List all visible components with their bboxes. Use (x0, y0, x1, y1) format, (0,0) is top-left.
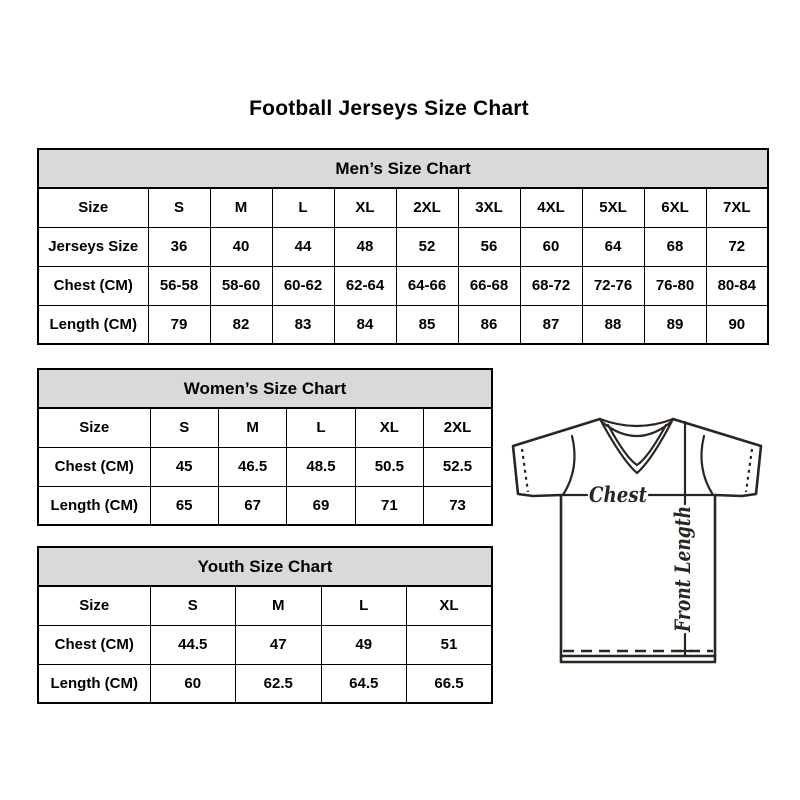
cell-value: 64-66 (396, 266, 458, 305)
table-row (38, 486, 492, 525)
cell-value: 6XL (644, 188, 706, 227)
cell-value: 56 (458, 227, 520, 266)
cell-value: 49 (321, 625, 407, 664)
cell-value: 69 (287, 486, 355, 525)
cell-value: 67 (218, 486, 286, 525)
cell-value: 86 (458, 305, 520, 344)
cell-value: 3XL (458, 188, 520, 227)
mens-table-title: Men’s Size Chart (38, 149, 768, 188)
table-header-row (38, 149, 768, 188)
row-label: Size (38, 408, 150, 447)
page-title: Football Jerseys Size Chart (249, 97, 529, 120)
row-label: Chest (CM) (38, 447, 150, 486)
row-label: Jerseys Size (38, 227, 148, 266)
cell-value: 7XL (706, 188, 768, 227)
cell-value: XL (407, 586, 493, 625)
womens-table-title: Women’s Size Chart (38, 369, 492, 408)
cell-value: 83 (272, 305, 334, 344)
cell-value: 58-60 (210, 266, 272, 305)
collar-top-arc (600, 419, 673, 426)
cell-value: 85 (396, 305, 458, 344)
cell-value: 72-76 (582, 266, 644, 305)
cell-value: 60 (150, 664, 236, 703)
cell-value: 51 (407, 625, 493, 664)
table-row (38, 266, 768, 305)
jersey-measurement-diagram (503, 408, 771, 670)
cell-value: 72 (706, 227, 768, 266)
table-row (38, 188, 768, 227)
cell-value: L (321, 586, 407, 625)
table-header-row (38, 547, 492, 586)
cell-value: XL (355, 408, 423, 447)
cell-value: M (210, 188, 272, 227)
cell-value: XL (334, 188, 396, 227)
row-label: Size (38, 188, 148, 227)
cell-value: 66.5 (407, 664, 493, 703)
cell-value: S (150, 586, 236, 625)
cell-value: L (272, 188, 334, 227)
cell-value: 46.5 (218, 447, 286, 486)
cell-value: 90 (706, 305, 768, 344)
cuff-stitch-left-line (522, 449, 528, 492)
cell-value: 62.5 (236, 664, 322, 703)
cell-value: 62-64 (334, 266, 396, 305)
womens-size-table (37, 368, 493, 526)
chest-label: Chest (589, 482, 648, 507)
jersey-outline (513, 419, 761, 662)
table-row (38, 664, 492, 703)
cell-value: 45 (150, 447, 218, 486)
table-row (38, 408, 492, 447)
cell-value: 36 (148, 227, 210, 266)
table-row (38, 586, 492, 625)
table-header-row (38, 369, 492, 408)
cell-value: 50.5 (355, 447, 423, 486)
cell-value: 82 (210, 305, 272, 344)
cell-value: 48 (334, 227, 396, 266)
row-label: Chest (CM) (38, 266, 148, 305)
cell-value: 68 (644, 227, 706, 266)
table-row (38, 625, 492, 664)
cell-value: 60-62 (272, 266, 334, 305)
cell-value: 80-84 (706, 266, 768, 305)
cell-value: 44.5 (150, 625, 236, 664)
cell-value: 88 (582, 305, 644, 344)
cell-value: 64.5 (321, 664, 407, 703)
armhole-seam-left (563, 436, 575, 495)
row-label: Length (CM) (38, 486, 150, 525)
cell-value: 44 (272, 227, 334, 266)
cell-value: 40 (210, 227, 272, 266)
cell-value: 56-58 (148, 266, 210, 305)
cell-value: M (236, 586, 322, 625)
cell-value: 79 (148, 305, 210, 344)
cell-value: S (148, 188, 210, 227)
cell-value: 47 (236, 625, 322, 664)
cell-value: S (150, 408, 218, 447)
cell-value: 76-80 (644, 266, 706, 305)
cell-value: 5XL (582, 188, 644, 227)
cell-value: 64 (582, 227, 644, 266)
youth-table-title: Youth Size Chart (38, 547, 492, 586)
cell-value: 84 (334, 305, 396, 344)
cell-value: 66-68 (458, 266, 520, 305)
cell-value: 2XL (396, 188, 458, 227)
row-label: Chest (CM) (38, 625, 150, 664)
cell-value: 52.5 (424, 447, 492, 486)
row-label: Size (38, 586, 150, 625)
cell-value: 48.5 (287, 447, 355, 486)
cell-value: 52 (396, 227, 458, 266)
cell-value: 68-72 (520, 266, 582, 305)
armhole-seam-right (701, 436, 713, 495)
cell-value: 89 (644, 305, 706, 344)
cell-value: L (287, 408, 355, 447)
table-row (38, 447, 492, 486)
mens-size-table (37, 148, 769, 345)
row-label: Length (CM) (38, 664, 150, 703)
cell-value: 65 (150, 486, 218, 525)
cell-value: M (218, 408, 286, 447)
cell-value: 4XL (520, 188, 582, 227)
table-row (38, 305, 768, 344)
youth-size-table (37, 546, 493, 704)
front-length-label: Front Length (670, 477, 695, 632)
row-label: Length (CM) (38, 305, 148, 344)
cell-value: 60 (520, 227, 582, 266)
cell-value: 73 (424, 486, 492, 525)
cuff-stitch-right-line (746, 449, 752, 492)
table-row (38, 227, 768, 266)
cell-value: 2XL (424, 408, 492, 447)
cell-value: 71 (355, 486, 423, 525)
cell-value: 87 (520, 305, 582, 344)
